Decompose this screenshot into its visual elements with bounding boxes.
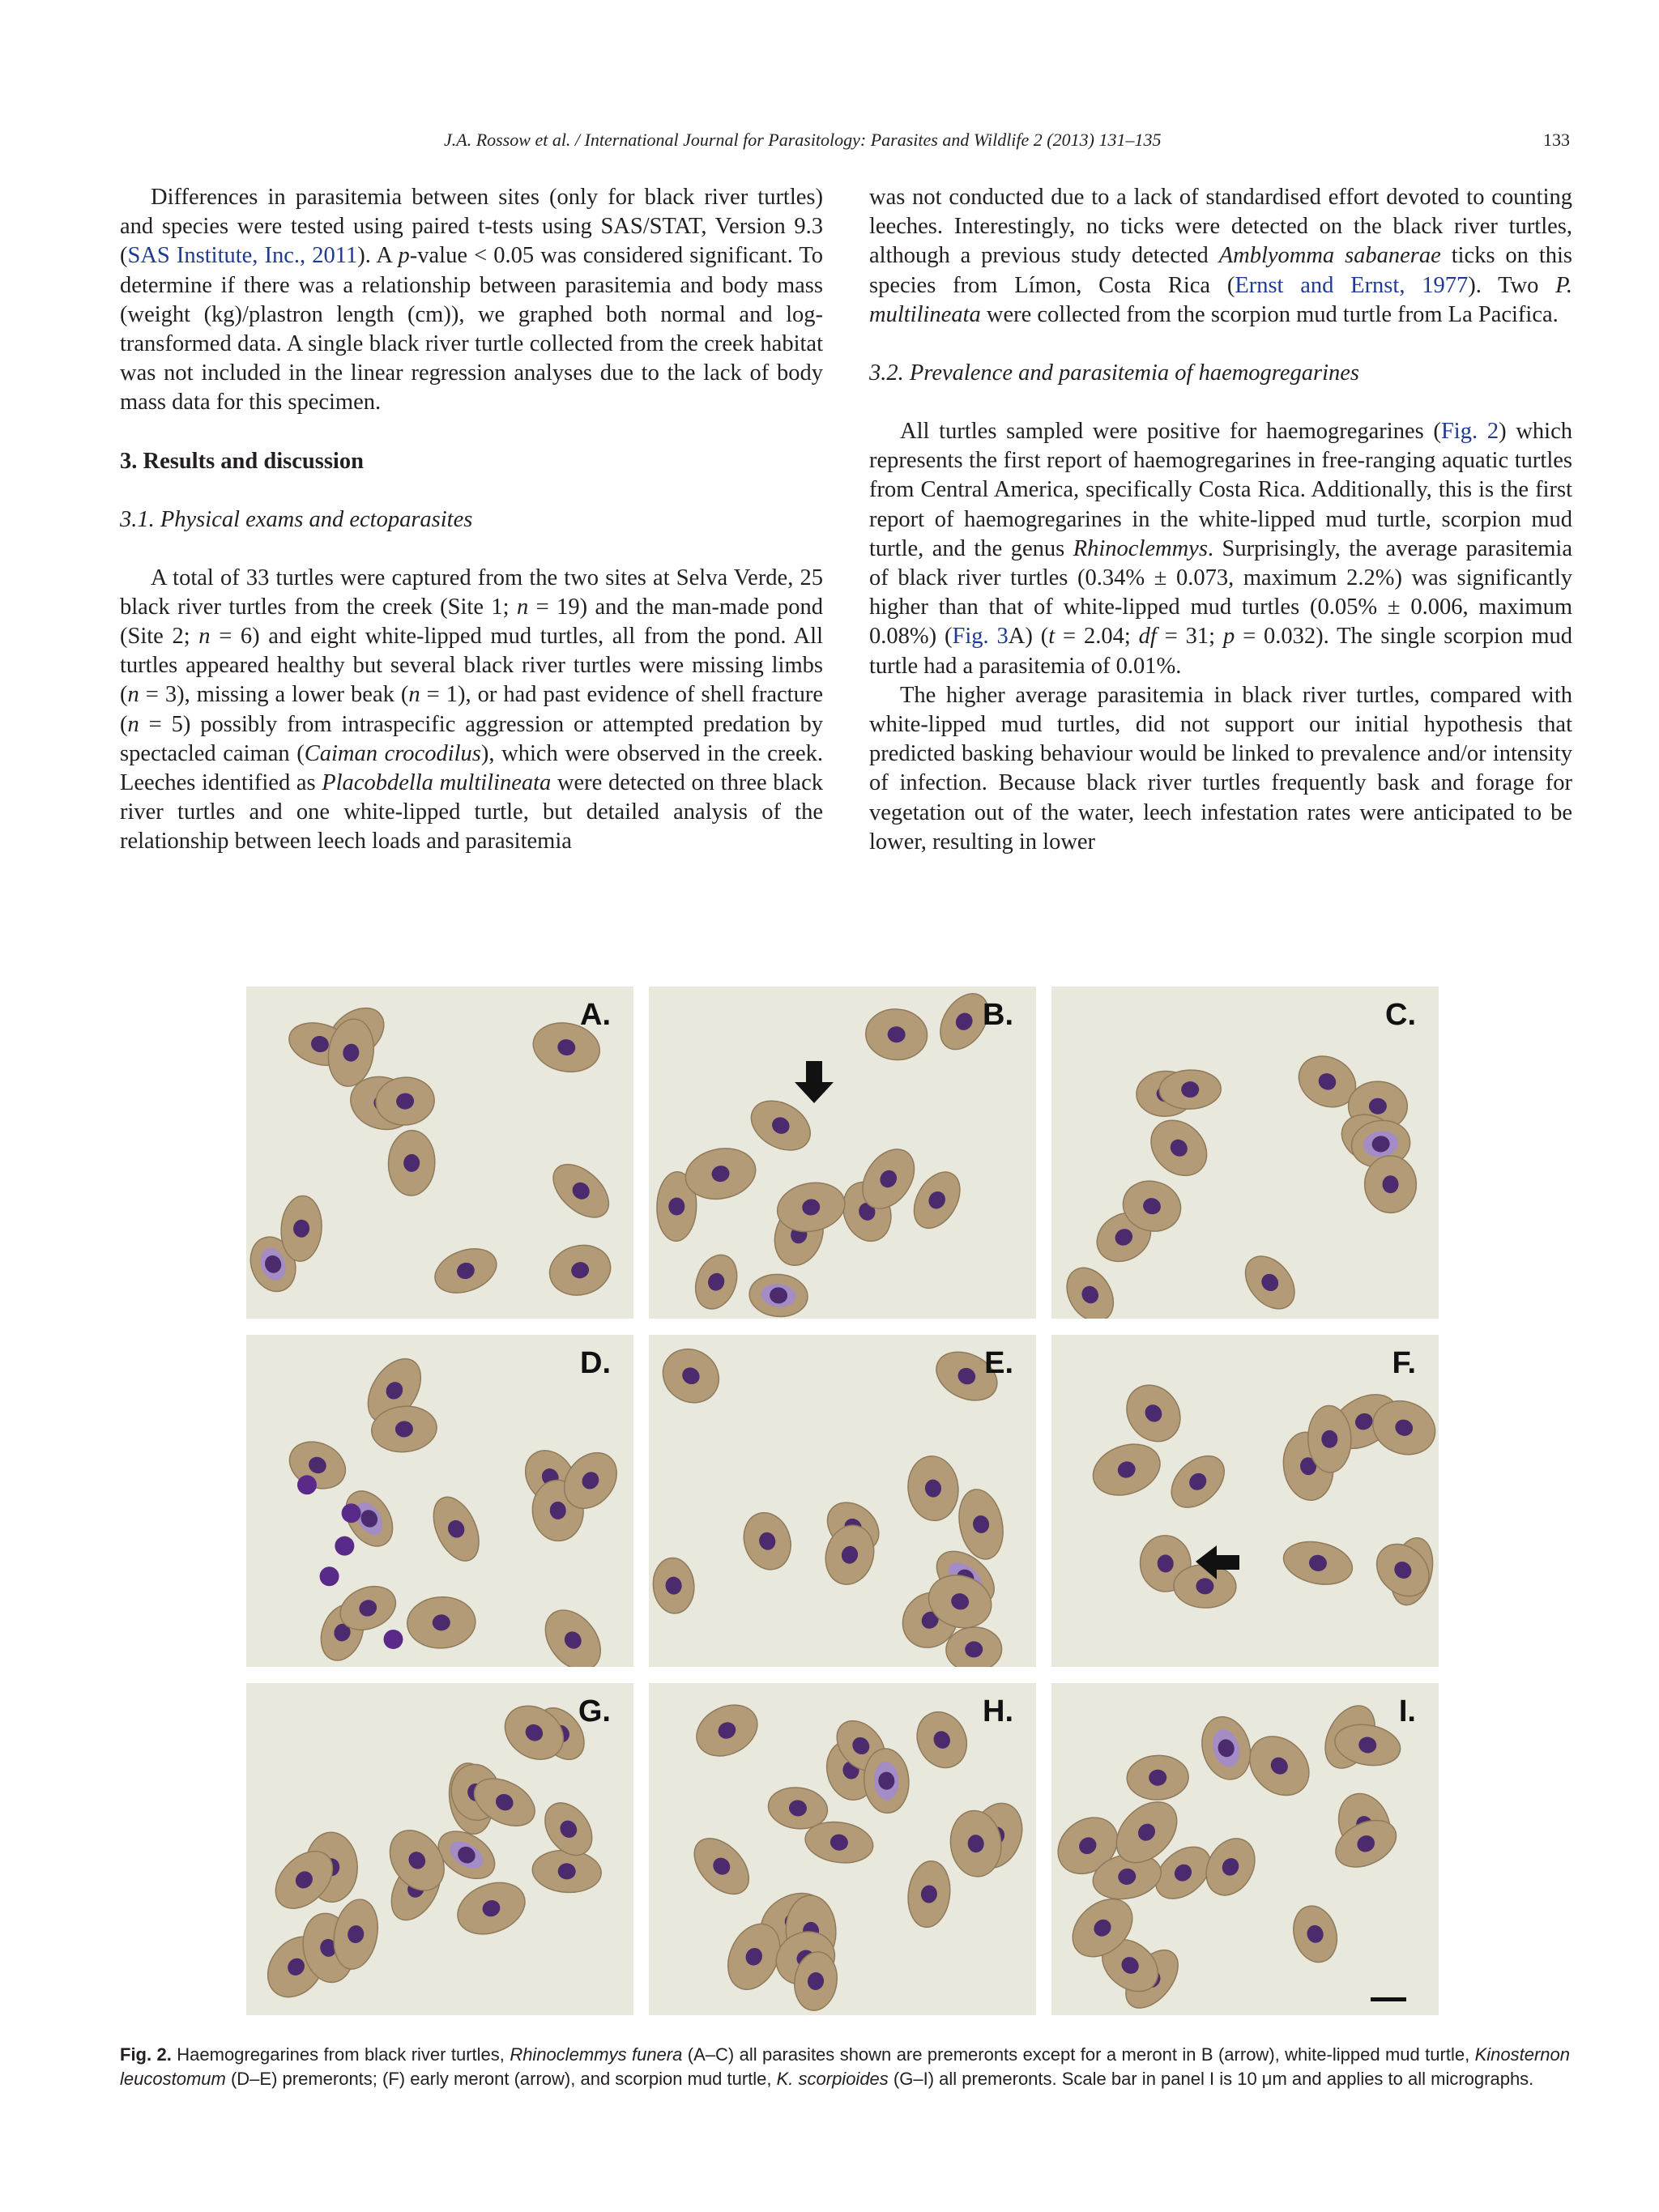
panel-label: A. [580, 998, 611, 1032]
right-column [869, 183, 1572, 857]
subsection-heading-physical-exams: 3.1. Physical exams and ectoparasites [120, 506, 473, 532]
micrograph-image [1051, 1335, 1439, 1667]
left-column [120, 183, 823, 857]
micrograph-panel-b [649, 987, 1036, 1319]
citation-link-sas[interactable]: SAS Institute, Inc., 2011 [127, 243, 358, 269]
micrograph-image [246, 1335, 633, 1667]
micrograph-image [649, 987, 1036, 1319]
paragraph-ticks: was not conducted due to a lack of standardised effort devoted to counting leeches. Interestingly, no ticks were detected on the black river turtles, although a previous study detected Amblyomma sabanerae ticks on this species from Límon, Costa Rica (Ernst and Ernst, 1977). Two P. multilineata were collected from the scorpion mud turtle from La Pacifica. [869, 185, 1572, 327]
figure-link-fig2[interactable]: Fig. 2 [1440, 419, 1499, 445]
micrograph-panel-d [246, 1335, 633, 1667]
figure-2-micrographs [246, 987, 1445, 2023]
caption-label: Fig. 2. [120, 2044, 172, 2065]
panel-label: H. [983, 1694, 1013, 1728]
panel-label: B. [983, 998, 1013, 1032]
micrograph-image [246, 987, 633, 1319]
micrograph-image [649, 1335, 1036, 1667]
panel-label: F. [1392, 1346, 1416, 1380]
micrograph-panel-h [649, 1683, 1036, 2015]
page-number: 133 [1543, 130, 1570, 150]
section-heading-results: 3. Results and discussion [120, 448, 364, 474]
subsection-heading-prevalence: 3.2. Prevalence and parasitemia of haemogregarines [869, 360, 1359, 386]
panel-label: D. [580, 1346, 611, 1380]
paragraph-prevalence: All turtles sampled were positive for haemogregarines (Fig. 2) which represents the first report of haemogregarines in free-ranging aquatic turtles from Central America, specifically Costa Rica. Additionally, this is the first report of haemogregarines in the white-lipped mud turtle, scorpion mud turtle, and the genus Rhinoclemmys. Surprisingly, the average parasitemia of black river turtles (0.34% ± 0.073, maximum 2.2%) was significantly higher than that of white-lipped mud turtles (0.05% ± 0.006, maximum 0.08%) (Fig. 3A) (t = 2.04; df = 31; p = 0.032). The single scorpion mud turtle had a parasitemia of 0.01%. [869, 419, 1572, 679]
paragraph-hypothesis: The higher average parasitemia in black river turtles, compared with white-lipped mud turtles, did not support our initial hypothesis that predicted basking behaviour would be linked to prevalence and/or intensity of infection. Because black river turtles frequently bask and forage for vegetation out of the water, leech infestation rates were anticipated to be lower, resulting in lower [869, 682, 1572, 855]
journal-citation: J.A. Rossow et al. / International Journal for Parasitology: Parasites and Wildlife 2 (2013) 131–135 [444, 130, 1162, 150]
running-header [120, 130, 1570, 162]
micrograph-image [1051, 987, 1439, 1319]
micrograph-image [649, 1683, 1036, 2015]
paragraph-physical-exams: A total of 33 turtles were captured from the two sites at Selva Verde, 25 black river turtles from the creek (Site 1; n = 19) and the man-made pond (Site 2; n = 6) and eight white-lipped mud turtles, all from the pond. All turtles appeared healthy but several black river turtles were missing limbs (n = 3), missing a lower beak (n = 1), or had past evidence of shell fracture (n = 5) possibly from intraspecific aggression or attempted predation by spectacled caiman (Caiman crocodilus), which were observed in the creek. Leeches identified as Placobdella multilineata were detected on three black river turtles and one white-lipped turtle, but detailed analysis of the relationship between leech loads and parasitemia [120, 565, 824, 855]
panel-label: G. [578, 1694, 611, 1728]
micrograph-image [246, 1683, 633, 2015]
micrograph-panel-a [246, 987, 633, 1319]
micrograph-panel-i [1051, 1683, 1439, 2015]
paragraph-stats-methods: Differences in parasitemia between sites (only for black river turtles) and species were tested using paired t-tests using SAS/STAT, Version 9.3 (SAS Institute, Inc., 2011). A p-value < 0.05 was considered significant. To determine if there was a relationship between parasitemia and body mass (weight (kg)/plastron length (cm)), we graphed both normal and log-transformed data. A single black river turtle collected from the creek habitat was not included in the linear regression analyses due to the lack of body mass data for this specimen. [120, 185, 823, 416]
micrograph-panel-g [246, 1683, 633, 2015]
citation-link-ernst[interactable]: Ernst and Ernst, 1977 [1235, 272, 1469, 298]
panel-label: I. [1398, 1694, 1416, 1728]
micrograph-image [1051, 1683, 1439, 2015]
panel-label: E. [984, 1346, 1013, 1380]
figure-caption: Fig. 2. Haemogregarines from black river turtles, Rhinoclemmys funera (A–C) all parasites shown are premeronts except for a meront in B (arrow), white-lipped mud turtle, Kinosternon leucostomum (D–E) premeronts; (F) early meront (arrow), and scorpion mud turtle, K. scorpioides (G–I) all premeronts. Scale bar in panel I is 10 μm and applies to all micrographs. [120, 2044, 1571, 2089]
micrograph-panel-f [1051, 1335, 1439, 1667]
micrograph-panel-c [1051, 987, 1439, 1319]
figure-link-fig3[interactable]: Fig. 3 [952, 624, 1009, 650]
panel-label: C. [1385, 998, 1416, 1032]
micrograph-panel-e [649, 1335, 1036, 1667]
